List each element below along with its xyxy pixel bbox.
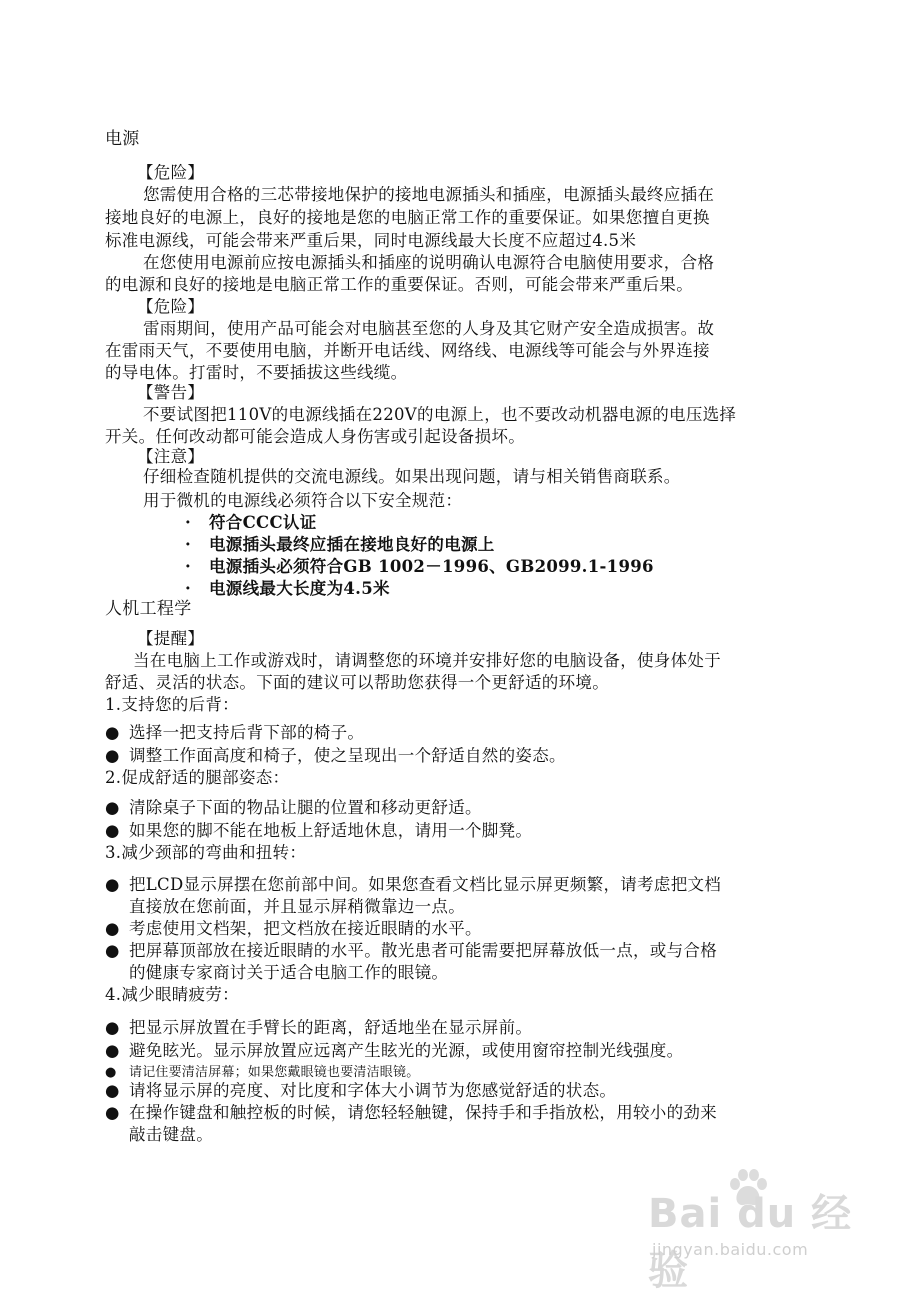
paragraph-line: 接地良好的电源上，良好的接地是您的电脑正常工作的重要保证。如果您擅自更换 <box>105 208 710 227</box>
section-title-ergonomics: 人机工程学 <box>105 599 192 619</box>
paragraph-line: 在雷雨天气，不要使用电脑，并断开电话线、网络线、电源线等可能会与外界连接 <box>105 341 710 360</box>
list-item: ● 选择一把支持后背下部的椅子。 <box>105 723 365 742</box>
paragraph-line: 仔细检查随机提供的交流电源线。如果出现问题，请与相关销售商联系。 <box>143 467 681 486</box>
section-title-power: 电源 <box>105 129 140 149</box>
list-item-continuation: 敲击键盘。 <box>129 1125 213 1144</box>
list-item: ● 把显示屏放置在手臂长的距离，舒适地坐在显示屏前。 <box>105 1018 533 1037</box>
subheading: 1.支持您的后背： <box>105 695 239 714</box>
baidu-jingyan-watermark <box>648 1168 888 1294</box>
paragraph-line: 用于微机的电源线必须符合以下安全规范： <box>143 491 463 510</box>
tag-remind: 【提醒】 <box>137 629 205 648</box>
list-item: ● 把LCD显示屏摆在您前部中间。如果您查看文档比显示屏更频繁，请考虑把文档 <box>105 875 722 894</box>
tag-danger: 【危险】 <box>137 163 205 182</box>
paragraph-line: 您需使用合格的三芯带接地保护的接地电源插头和插座，电源插头最终应插在 <box>143 185 715 204</box>
paragraph-line: 开关。任何改动都可能会造成人身伤害或引起设备损坏。 <box>105 427 525 446</box>
paragraph-line: 雷雨期间，使用产品可能会对电脑甚至您的人身及其它财产安全造成损害。故 <box>143 319 715 338</box>
watermark-url: jingyan.baidu.com <box>652 1240 809 1259</box>
spec-item: · 电源插头必须符合GB 1002－1996、GB2099.1-1996 <box>185 557 654 576</box>
list-item: ● 如果您的脚不能在地板上舒适地休息，请用一个脚凳。 <box>105 821 533 840</box>
spec-item: · 电源插头最终应插在接地良好的电源上 <box>185 535 495 554</box>
paragraph-line: 的导电体。打雷时，不要插拔这些线缆。 <box>105 363 408 382</box>
list-item: ● 在操作键盘和触控板的时候，请您轻轻触键，保持手和手指放松，用较小的劲来 <box>105 1103 717 1122</box>
paragraph-line: 在您使用电源前应按电源插头和插座的说明确认电源符合电脑使用要求，合格 <box>143 253 715 272</box>
watermark-brand: Bai du 经验 <box>648 1191 853 1294</box>
list-item: ● 清除桌子下面的物品让腿的位置和移动更舒适。 <box>105 798 482 817</box>
spec-item: · 符合CCC认证 <box>185 513 317 532</box>
list-item: ● 考虑使用文档架，把文档放在接近眼睛的水平。 <box>105 919 482 938</box>
tag-note: 【注意】 <box>137 447 205 466</box>
subheading: 4.减少眼睛疲劳： <box>105 985 239 1004</box>
list-item-continuation: 的健康专家商讨关于适合电脑工作的眼镜。 <box>129 963 449 982</box>
list-item: ● 避免眩光。显示屏放置应远离产生眩光的光源，或使用窗帘控制光线强度。 <box>105 1041 684 1060</box>
paragraph-line: 的电源和良好的接地是电脑正常工作的重要保证。否则，可能会带来严重后果。 <box>105 275 693 294</box>
list-item: ● 把屏幕顶部放在接近眼睛的水平。散光患者可能需要把屏幕放低一点，或与合格 <box>105 941 717 960</box>
list-item: ● 请记住要清洁屏幕；如果您戴眼镜也要清洁眼镜。 <box>105 1065 420 1080</box>
list-item: ● 请将显示屏的亮度、对比度和字体大小调节为您感觉舒适的状态。 <box>105 1081 617 1100</box>
spec-item: · 电源线最大长度为4.5米 <box>185 579 390 598</box>
subheading: 2.促成舒适的腿部姿态： <box>105 768 290 787</box>
list-item-continuation: 直接放在您前面，并且显示屏稍微靠边一点。 <box>129 897 465 916</box>
paragraph-line: 不要试图把110V的电源线插在220V的电源上，也不要改动机器电源的电压选择 <box>143 405 737 424</box>
tag-warning: 【警告】 <box>137 383 205 402</box>
paragraph-line: 当在电脑上工作或游戏时，请调整您的环境并安排好您的电脑设备，使身体处于 <box>133 651 721 670</box>
paragraph-line: 舒适、灵活的状态。下面的建议可以帮助您获得一个更舒适的环境。 <box>105 673 609 692</box>
list-item: ● 调整工作面高度和椅子，使之呈现出一个舒适自然的姿态。 <box>105 746 566 765</box>
subheading: 3.减少颈部的弯曲和扭转： <box>105 843 307 862</box>
tag-danger: 【危险】 <box>137 297 205 316</box>
paragraph-line: 标准电源线，可能会带来严重后果，同时电源线最大长度不应超过4.5米 <box>105 231 637 250</box>
